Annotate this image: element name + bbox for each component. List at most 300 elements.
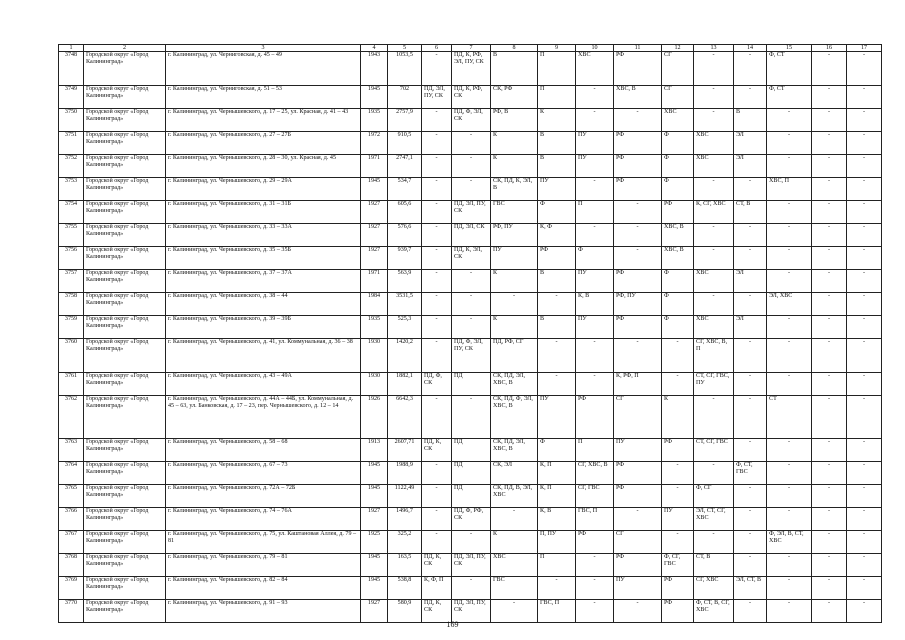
table-cell: Ф, СГ, ГВС: [662, 554, 694, 577]
table-cell: -: [847, 86, 882, 109]
table-row: [59, 52, 882, 86]
table-cell: 3748: [59, 52, 84, 86]
column-header: 2: [84, 45, 166, 52]
table-cell: Ф: [662, 270, 694, 293]
table-cell: РФ: [576, 396, 614, 439]
table-cell: -: [847, 224, 882, 247]
table-cell: 3770: [59, 600, 84, 623]
table-cell: СТ: [767, 396, 812, 439]
table-cell: -: [847, 373, 882, 396]
table-cell: В: [538, 270, 576, 293]
table-cell: -: [812, 554, 847, 577]
table-cell: -: [734, 508, 767, 531]
column-header: 1: [59, 45, 84, 52]
table-cell: -: [576, 577, 614, 600]
table-cell: -: [812, 178, 847, 201]
table-cell: -: [491, 508, 538, 531]
table-cell: 1945: [361, 462, 388, 485]
table-cell: -: [422, 485, 452, 508]
table-cell: Ф, СТ, В, СГ, ХВС: [694, 600, 734, 623]
table-cell: СГ, ХВС, В, П: [694, 339, 734, 373]
table-cell: Городской округ «Город Калининград»: [84, 316, 166, 339]
table-row: [59, 339, 882, 373]
column-header: 3: [166, 45, 361, 52]
table-cell: 2747,1: [388, 155, 422, 178]
table-cell: -: [847, 178, 882, 201]
table-cell: -: [614, 224, 662, 247]
table-cell: -: [847, 109, 882, 132]
table-cell: -: [767, 373, 812, 396]
table-cell: 3759: [59, 316, 84, 339]
table-cell: -: [422, 293, 452, 316]
table-cell: К, СГ, ХВС: [694, 201, 734, 224]
table-cell: Ф: [662, 132, 694, 155]
table-cell: -: [734, 178, 767, 201]
table-cell: 939,7: [388, 247, 422, 270]
table-cell: Городской округ «Город Калининград»: [84, 86, 166, 109]
table-cell: 1496,7: [388, 508, 422, 531]
table-cell: 3531,5: [388, 293, 422, 316]
table-cell: -: [614, 339, 662, 373]
table-cell: -: [812, 155, 847, 178]
table-cell: ПУ: [576, 270, 614, 293]
table-cell: г. Калининград, ул. Чернышевского, д. 29 – 29А: [166, 178, 361, 201]
table-cell: К, Ф, П: [422, 577, 452, 600]
table-row: [59, 577, 882, 600]
table-cell: П: [538, 554, 576, 577]
column-header: 12: [662, 45, 694, 52]
table-row: [59, 373, 882, 396]
table-cell: ПУ: [576, 316, 614, 339]
table-cell: -: [734, 600, 767, 623]
table-cell: 3769: [59, 577, 84, 600]
table-cell: -: [734, 293, 767, 316]
table-row: [59, 508, 882, 531]
table-cell: -: [767, 109, 812, 132]
table-cell: СГ: [614, 531, 662, 554]
table-cell: ХВС: [491, 554, 538, 577]
table-cell: -: [847, 247, 882, 270]
table-cell: -: [422, 508, 452, 531]
table-cell: -: [662, 485, 694, 508]
table-cell: -: [847, 462, 882, 485]
table-cell: 1927: [361, 508, 388, 531]
table-row: [59, 247, 882, 270]
table-cell: -: [662, 373, 694, 396]
table-cell: -: [614, 247, 662, 270]
table-cell: г. Калининград, ул. Чернышевского, д. 75, ул. Каштановая Аллея, д. 79 – 81: [166, 531, 361, 554]
table-cell: ПД, РФ, СГ: [491, 339, 538, 373]
table-cell: -: [812, 373, 847, 396]
table-cell: СК, ПД, В, ЭЛ, ХВС: [491, 485, 538, 508]
table-cell: ХВС: [694, 155, 734, 178]
table-cell: П: [538, 52, 576, 86]
table-cell: Городской округ «Город Калининград»: [84, 396, 166, 439]
table-cell: ПУ: [614, 439, 662, 462]
table-cell: Городской округ «Город Калининград»: [84, 247, 166, 270]
table-cell: -: [576, 554, 614, 577]
table-cell: 1925: [361, 531, 388, 554]
table-cell: ПД: [452, 373, 491, 396]
table-cell: 1945: [361, 178, 388, 201]
table-cell: ПД, Ф, СК: [422, 373, 452, 396]
table-cell: 3765: [59, 485, 84, 508]
table-cell: -: [767, 224, 812, 247]
table-cell: 525,3: [388, 316, 422, 339]
table-cell: -: [734, 531, 767, 554]
table-cell: -: [847, 155, 882, 178]
table-cell: -: [422, 462, 452, 485]
table-cell: ПУ: [576, 155, 614, 178]
table-cell: 1882,1: [388, 373, 422, 396]
table-cell: -: [812, 462, 847, 485]
table-cell: -: [452, 293, 491, 316]
table-cell: -: [767, 462, 812, 485]
table-cell: ПУ: [576, 132, 614, 155]
table-cell: г. Калининград, ул. Чернышевского, д. 58 – 68: [166, 439, 361, 462]
table-cell: ХВС: [576, 52, 614, 86]
table-cell: -: [576, 339, 614, 373]
table-cell: -: [694, 109, 734, 132]
table-cell: -: [767, 577, 812, 600]
table-cell: 1971: [361, 270, 388, 293]
table-cell: Городской округ «Город Калининград»: [84, 293, 166, 316]
table-cell: -: [694, 86, 734, 109]
table-cell: 1927: [361, 201, 388, 224]
table-cell: 1984: [361, 293, 388, 316]
table-cell: -: [767, 339, 812, 373]
table-cell: г. Калининград, ул. Черниговская, д. 45 – 49: [166, 52, 361, 86]
table-cell: СК, ПД, ЭЛ, ХВС, В: [491, 439, 538, 462]
table-cell: -: [847, 132, 882, 155]
table-cell: -: [576, 224, 614, 247]
table-cell: К: [538, 109, 576, 132]
table-cell: 2607,71: [388, 439, 422, 462]
table-cell: -: [847, 577, 882, 600]
table-row: [59, 485, 882, 508]
table-cell: 3749: [59, 86, 84, 109]
table-cell: РФ, В: [491, 109, 538, 132]
table-row: [59, 155, 882, 178]
table-cell: К, РФ, П: [614, 373, 662, 396]
table-cell: 3752: [59, 155, 84, 178]
table-row: [59, 439, 882, 462]
column-header: 14: [734, 45, 767, 52]
table-cell: ПД: [452, 439, 491, 462]
table-row: [59, 178, 882, 201]
table-cell: -: [694, 178, 734, 201]
table-cell: г. Калининград, ул. Чернышевского, д. 38 – 44: [166, 293, 361, 316]
table-row: [59, 316, 882, 339]
table-cell: ПД, ЭЛ, ПУ, СК: [452, 554, 491, 577]
table-cell: 3766: [59, 508, 84, 531]
table-cell: ПД, К, РФ, ЭЛ, ПУ, СК: [452, 52, 491, 86]
table-cell: РФ: [614, 316, 662, 339]
table-cell: -: [576, 178, 614, 201]
table-cell: -: [767, 132, 812, 155]
table-cell: -: [694, 531, 734, 554]
table-cell: СГ, ХВС, В: [576, 462, 614, 485]
table-cell: -: [847, 293, 882, 316]
table-cell: ХВС, В: [614, 86, 662, 109]
table-cell: Городской округ «Город Калининград»: [84, 132, 166, 155]
table-cell: Ф, СТ, ГВС: [734, 462, 767, 485]
table-cell: 702: [388, 86, 422, 109]
table-body: [59, 52, 882, 623]
table-cell: -: [576, 109, 614, 132]
table-cell: 3757: [59, 270, 84, 293]
table-cell: -: [422, 247, 452, 270]
table-cell: г. Калининград, ул. Чернышевского, д. 27 – 27Б: [166, 132, 361, 155]
table-cell: -: [694, 247, 734, 270]
table-cell: 3762: [59, 396, 84, 439]
table-cell: ЭЛ: [734, 132, 767, 155]
table-cell: -: [734, 224, 767, 247]
table-cell: ПД, К, ЭЛ, СК: [452, 247, 491, 270]
table-cell: -: [812, 247, 847, 270]
table-cell: Ф: [662, 155, 694, 178]
table-cell: -: [847, 316, 882, 339]
table-cell: 1945: [361, 577, 388, 600]
table-row: [59, 224, 882, 247]
table-row: [59, 293, 882, 316]
table-cell: -: [767, 155, 812, 178]
table-cell: -: [812, 316, 847, 339]
table-cell: ХВС, П: [767, 178, 812, 201]
table-cell: -: [767, 270, 812, 293]
table-cell: -: [538, 339, 576, 373]
table-cell: К: [491, 132, 538, 155]
table-cell: Городской округ «Город Калининград»: [84, 508, 166, 531]
table-cell: -: [694, 293, 734, 316]
column-header: 16: [812, 45, 847, 52]
table-row: [59, 270, 882, 293]
table-cell: К, В: [576, 293, 614, 316]
table-cell: -: [847, 439, 882, 462]
table-cell: 1930: [361, 373, 388, 396]
table-cell: -: [422, 109, 452, 132]
table-cell: 3764: [59, 462, 84, 485]
table-cell: 605,6: [388, 201, 422, 224]
table-cell: -: [847, 396, 882, 439]
table-row: [59, 554, 882, 577]
table-cell: г. Калининград, ул. Чернышевского, д. 74 – 76А: [166, 508, 361, 531]
table-cell: 1913: [361, 439, 388, 462]
table-cell: г. Калининград, ул. Чернышевского, д. 43 – 49А: [166, 373, 361, 396]
table-cell: г. Калининград, ул. Чернышевского, д. 79 – 81: [166, 554, 361, 577]
table-cell: г. Калининград, ул. Чернышевского, д. 41, ул. Коммунальная, д. 36 – 38: [166, 339, 361, 373]
table-row: [59, 396, 882, 439]
table-cell: Городской округ «Город Калининград»: [84, 270, 166, 293]
table-cell: -: [812, 224, 847, 247]
table-cell: -: [422, 270, 452, 293]
table-cell: -: [538, 293, 576, 316]
table-cell: РФ: [576, 531, 614, 554]
table-cell: -: [847, 508, 882, 531]
table-cell: -: [767, 485, 812, 508]
table-cell: -: [452, 531, 491, 554]
table-cell: РФ: [614, 178, 662, 201]
table-cell: К, В: [538, 508, 576, 531]
table-cell: г. Калининград, ул. Черниговская, д. 51 – 53: [166, 86, 361, 109]
table-cell: г. Калининград, ул. Чернышевского, д. 82 – 84: [166, 577, 361, 600]
table-cell: ЭЛ, СТ, В: [734, 577, 767, 600]
table-cell: ПУ: [614, 577, 662, 600]
table-cell: Ф, ЭЛ, В, СТ, ХВС: [767, 531, 812, 554]
table-cell: -: [767, 554, 812, 577]
table-cell: -: [812, 508, 847, 531]
table-cell: Городской округ «Город Калининград»: [84, 339, 166, 373]
table-cell: г. Калининград, ул. Чернышевского, д. 72А – 72Б: [166, 485, 361, 508]
column-header: 6: [422, 45, 452, 52]
column-header: 10: [576, 45, 614, 52]
table-cell: -: [662, 339, 694, 373]
table-cell: г. Калининград, ул. Чернышевского, д. 31 – 31Б: [166, 201, 361, 224]
table-cell: -: [538, 577, 576, 600]
table-row: [59, 109, 882, 132]
table-cell: -: [694, 462, 734, 485]
table-cell: 1930: [361, 339, 388, 373]
table-cell: ПУ: [491, 247, 538, 270]
table-cell: СГ: [614, 396, 662, 439]
table-cell: 538,8: [388, 577, 422, 600]
table-cell: ПД, ЭЛ, ПУ, СК: [452, 201, 491, 224]
table-cell: -: [812, 439, 847, 462]
table-cell: Городской округ «Город Калининград»: [84, 178, 166, 201]
table-cell: -: [812, 600, 847, 623]
table-cell: 1988,9: [388, 462, 422, 485]
table-cell: -: [847, 270, 882, 293]
table-cell: 3760: [59, 339, 84, 373]
table-cell: -: [734, 52, 767, 86]
table-cell: -: [576, 373, 614, 396]
table-cell: 1945: [361, 485, 388, 508]
table-cell: -: [812, 293, 847, 316]
table-cell: -: [847, 201, 882, 224]
table-cell: -: [694, 224, 734, 247]
table-cell: ПД, ЭЛ, СК: [452, 224, 491, 247]
table-cell: 1420,2: [388, 339, 422, 373]
table-cell: -: [734, 396, 767, 439]
table-cell: П: [538, 86, 576, 109]
page-number: 169: [446, 620, 459, 629]
table-cell: ПД, Ф, ЭЛ, ПУ, СК: [452, 339, 491, 373]
table-cell: -: [422, 52, 452, 86]
table-cell: -: [452, 155, 491, 178]
table-cell: Городской округ «Город Калининград»: [84, 109, 166, 132]
table-cell: 3763: [59, 439, 84, 462]
table-cell: г. Калининград, ул. Чернышевского, д. 17 – 25, ул. Красная, д. 41 – 43: [166, 109, 361, 132]
table-cell: Ф: [538, 439, 576, 462]
table-cell: -: [847, 485, 882, 508]
table-cell: 1945: [361, 86, 388, 109]
table-cell: -: [812, 132, 847, 155]
table-cell: 534,7: [388, 178, 422, 201]
table-cell: 1122,49: [388, 485, 422, 508]
table-cell: Ф, СТ: [767, 52, 812, 86]
table-cell: РФ: [662, 577, 694, 600]
table-cell: ЭЛ, СТ, СГ, ХВС: [694, 508, 734, 531]
table-cell: ПУ: [538, 396, 576, 439]
column-header: 9: [538, 45, 576, 52]
table-cell: -: [812, 270, 847, 293]
table-cell: г. Калининград, ул. Чернышевского, д. 37 – 37А: [166, 270, 361, 293]
table-cell: СК, ПД, ЭЛ, ХВС, В: [491, 373, 538, 396]
table-cell: -: [812, 201, 847, 224]
table-cell: Ф, СТ: [767, 86, 812, 109]
table-cell: 580,9: [388, 600, 422, 623]
table-cell: -: [767, 316, 812, 339]
table-cell: -: [767, 201, 812, 224]
table-cell: Ф: [662, 316, 694, 339]
table-cell: ПД: [452, 485, 491, 508]
table-cell: ПД: [452, 462, 491, 485]
column-header: 7: [452, 45, 491, 52]
table-cell: К: [491, 531, 538, 554]
table-cell: Городской округ «Город Калининград»: [84, 577, 166, 600]
table-cell: 3750: [59, 109, 84, 132]
table-cell: ПД, ЭЛ, ПУ, СК: [452, 600, 491, 623]
table-cell: В: [491, 52, 538, 86]
table-cell: 1943: [361, 52, 388, 86]
table-cell: -: [422, 132, 452, 155]
table-cell: СТ, В: [694, 554, 734, 577]
table-cell: 1935: [361, 316, 388, 339]
table-cell: -: [576, 86, 614, 109]
table-cell: ЭЛ, ХВС: [767, 293, 812, 316]
table-cell: К: [491, 270, 538, 293]
table-cell: -: [422, 224, 452, 247]
table-cell: -: [614, 201, 662, 224]
table-cell: СК, ПД, Ф, ЭЛ, ХВС, В: [491, 396, 538, 439]
table-cell: 3761: [59, 373, 84, 396]
table-cell: РФ: [538, 247, 576, 270]
table-cell: 1927: [361, 247, 388, 270]
table-cell: г. Калининград, ул. Чернышевского, д. 35 – 35Б: [166, 247, 361, 270]
table-cell: ПД, Ф, РФ, СК: [452, 508, 491, 531]
column-header: 13: [694, 45, 734, 52]
table-cell: -: [812, 577, 847, 600]
table-cell: РФ, ПУ: [614, 293, 662, 316]
table-row: [59, 132, 882, 155]
table-cell: -: [538, 373, 576, 396]
table-cell: 3758: [59, 293, 84, 316]
table-cell: Городской округ «Город Калининград»: [84, 462, 166, 485]
table-cell: СГ: [662, 86, 694, 109]
table-cell: 1927: [361, 224, 388, 247]
table-cell: РФ: [614, 462, 662, 485]
column-header: 17: [847, 45, 882, 52]
table-cell: -: [847, 600, 882, 623]
table-cell: В: [538, 316, 576, 339]
table-cell: 1945: [361, 554, 388, 577]
table-cell: -: [812, 52, 847, 86]
table-cell: Городской округ «Город Калининград»: [84, 554, 166, 577]
table-cell: В: [538, 132, 576, 155]
column-header: 5: [388, 45, 422, 52]
table-cell: 563,9: [388, 270, 422, 293]
table-cell: -: [734, 86, 767, 109]
table-cell: -: [767, 439, 812, 462]
table-cell: РФ: [614, 485, 662, 508]
table-cell: 3755: [59, 224, 84, 247]
table-cell: 3753: [59, 178, 84, 201]
table-cell: 3756: [59, 247, 84, 270]
table-cell: 6642,3: [388, 396, 422, 439]
table-cell: Ф: [662, 293, 694, 316]
table-cell: ХВС: [694, 270, 734, 293]
table-cell: -: [694, 396, 734, 439]
